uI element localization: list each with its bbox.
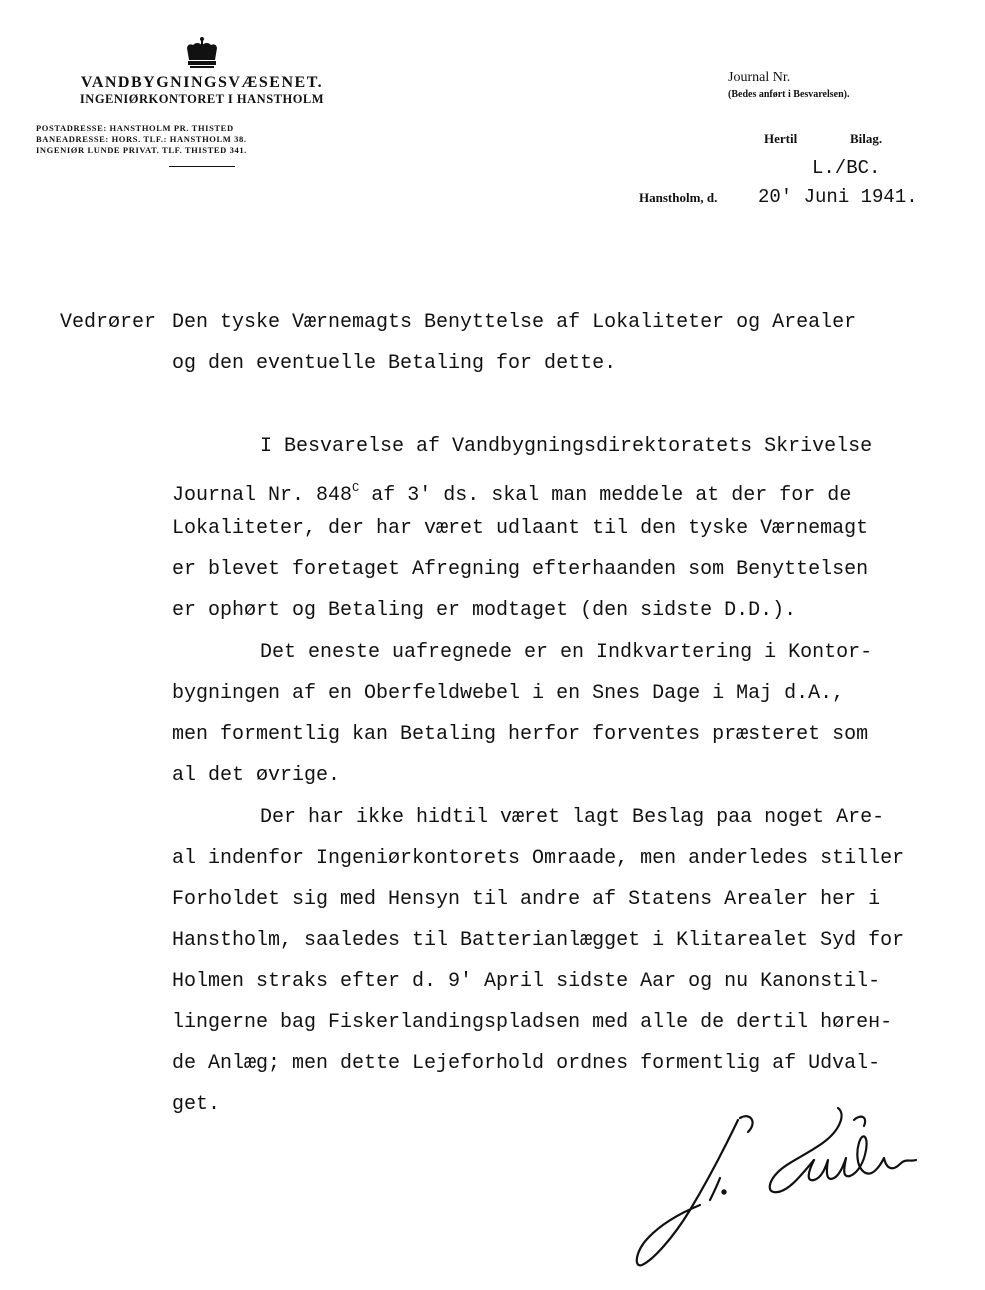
bilag-label: Bilag. <box>850 131 883 146</box>
journal-ref-superscript: C <box>352 481 360 495</box>
body-line: get. <box>172 1093 221 1116</box>
address-line: POSTADRESSE: HANSTHOLM PR. THISTED <box>36 123 234 133</box>
body-line: Lokaliteter, der har været udlaant til den tyske Værnemagt <box>172 517 869 540</box>
divider <box>169 166 235 167</box>
subject-line: og den eventuelle Betaling for dette. <box>172 352 617 375</box>
journal-ref: Journal Nr. 848 <box>172 484 353 507</box>
body-line: er ophørt og Betaling er modtaget (den sidste D.D.). <box>172 599 797 622</box>
organization-name: VANDBYGNINGSVÆSENET. <box>80 74 324 91</box>
body-text: af 3' ds. skal man meddele at der for de <box>359 484 852 507</box>
body-line: I Besvarelse af Vandbygningsdirektoratets Skrivelse <box>260 435 873 458</box>
reference-code: L./BC. <box>812 157 881 179</box>
address-block <box>22 123 382 156</box>
letterhead <box>22 36 382 167</box>
letter-date: 20' Juni 1941. <box>758 186 918 208</box>
signature <box>628 1100 928 1270</box>
hertil-label: Hertil <box>764 131 798 146</box>
journal-note: (Bedes anført i Besvarelsen). <box>728 89 850 100</box>
address-line: INGENIØR LUNDE PRIVAT. TLF. THISTED 341. <box>36 145 247 155</box>
place-label: Hanstholm, d. <box>639 190 718 205</box>
subject-line: Den tyske Værnemagts Benyttelse af Lokaliteter og Arealer <box>172 311 857 334</box>
body-line: bygningen af en Oberfeldwebel i en Snes Dage i Maj d.A., <box>172 682 845 705</box>
body-line: de Anlæg; men dette Lejeforhold ordnes formentlig af Udval- <box>172 1052 881 1075</box>
journal-label: Journal Nr. <box>728 70 791 85</box>
body-line: Forholdet sig med Hensyn til andre af Statens Arealer her i <box>172 888 881 911</box>
body-line <box>172 476 851 508</box>
body-line: Hanstholm, saaledes til Batterianlægget i Klitarealet Syd for <box>172 929 905 952</box>
body-line: men formentlig kan Betaling herfor forventes præsteret som <box>172 723 869 746</box>
body-line: al indenfor Ingeniørkontorets Omraade, men anderledes stiller <box>172 847 905 870</box>
body-line: Der har ikke hidtil været lagt Beslag paa noget Are- <box>260 806 885 829</box>
address-line: BANEADRESSE: HORS. TLF.: HANSTHOLM 38. <box>36 134 247 144</box>
body-line: er blevet foretaget Afregning efterhaanden som Benyttelsen <box>172 558 869 581</box>
subject-prefix: Vedrører <box>60 311 157 334</box>
body-line: Det eneste uafregnede er en Indkvartering i Kontor- <box>260 641 873 664</box>
organization-subtitle: INGENIØRKONTORET I HANSTHOLM <box>79 92 325 106</box>
crown-icon <box>184 36 220 70</box>
body-line: al det øvrige. <box>172 764 341 787</box>
body-line: lingerne bag Fiskerlandingspladsen med alle de dertil hørен- <box>172 1011 893 1034</box>
body-line: Holmen straks efter d. 9' April sidste Aar og nu Kanonstil- <box>172 970 881 993</box>
